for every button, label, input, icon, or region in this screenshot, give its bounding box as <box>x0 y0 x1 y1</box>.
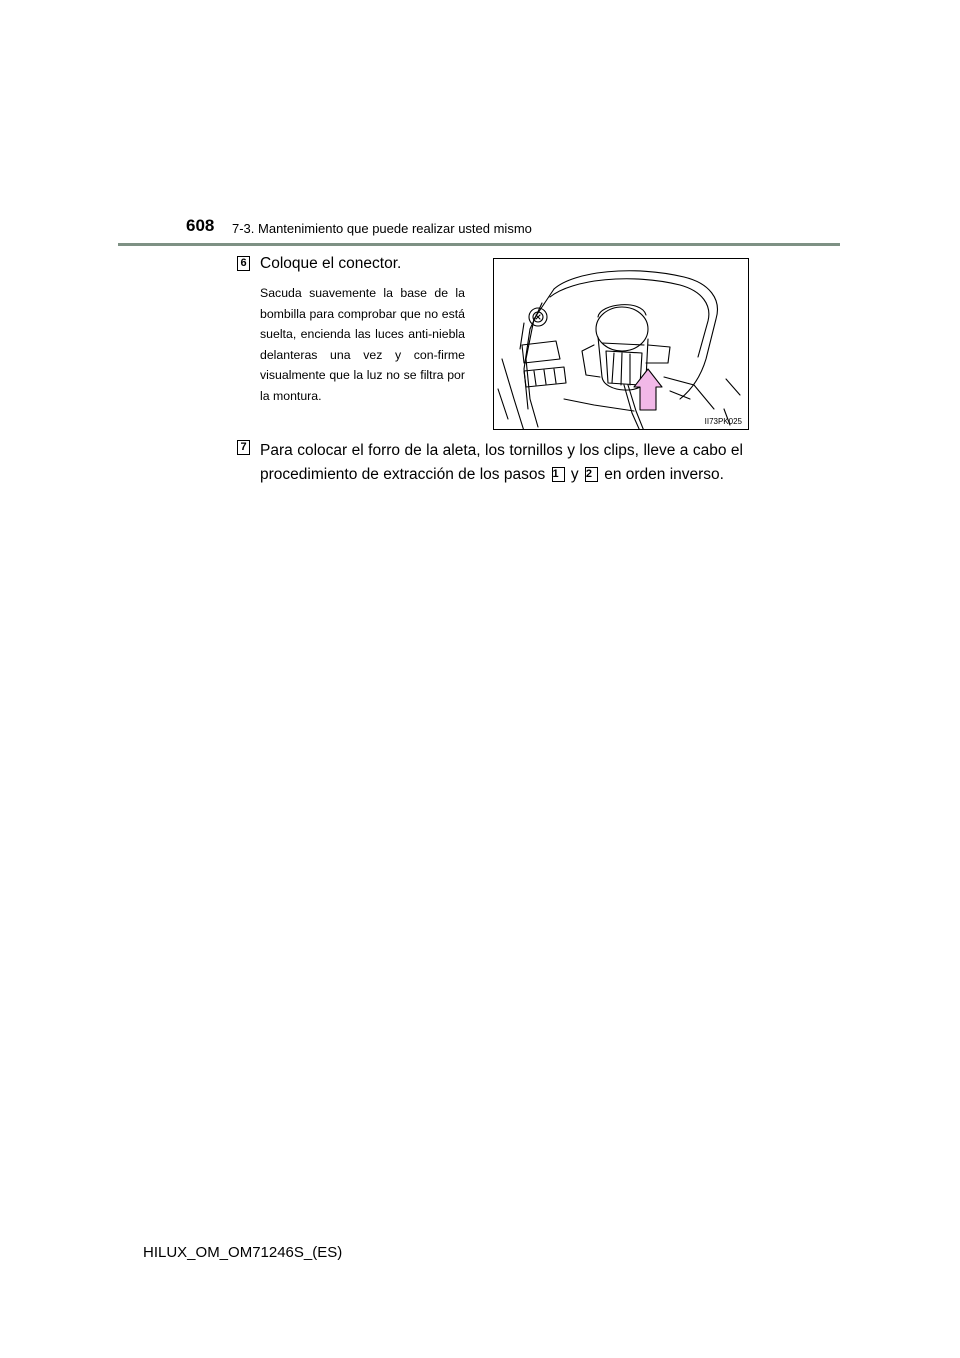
step-6-heading: Coloque el conector. <box>260 255 402 272</box>
connector-illustration <box>493 258 749 430</box>
step-7-text-part2: y <box>570 465 579 483</box>
headlight-connector-drawing <box>494 259 749 430</box>
figure-code: II73PK025 <box>704 417 742 426</box>
step-7-text-part1: Para colocar el forro de la aleta, los tornillos y los clips, lleve a cabo el procedimiento de extracción de los pasos <box>260 442 743 483</box>
step-6-body: Sacuda suavemente la base de la bombilla para comprobar que no está suelta, encienda las luces anti-niebla delanteras una vez y con-firme visualmente que la luz no se filtra por la montura. <box>260 286 465 403</box>
section-title: 7-3. Mantenimiento que puede realizar usted mismo <box>232 221 532 236</box>
footer-doc-id: HILUX_OM_OM71246S_(ES) <box>143 1244 343 1261</box>
header-rule <box>118 243 840 246</box>
step-ref-2: 2 <box>585 467 598 482</box>
step-ref-1: 1 <box>552 467 565 482</box>
page-number: 608 <box>186 216 215 235</box>
step-6-badge: 6 <box>237 256 250 271</box>
push-arrow-icon <box>634 369 662 410</box>
step-7-text <box>260 439 743 486</box>
step-7-badge: 7 <box>237 440 250 455</box>
step-7-text-part3: en orden inverso. <box>604 465 724 483</box>
